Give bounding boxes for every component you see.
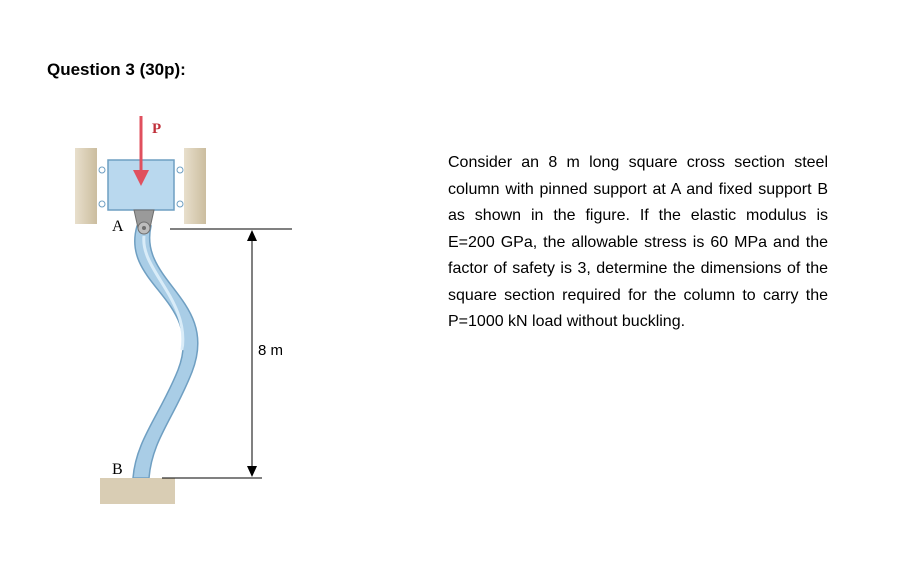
problem-statement (448, 150, 828, 336)
fixed-base (100, 478, 175, 504)
support-label-a: A (112, 218, 124, 235)
dimension-arrow-bottom (247, 466, 257, 477)
support-label-b: B (112, 461, 123, 478)
buckled-column (133, 226, 198, 478)
dimension-arrow-top (247, 230, 257, 241)
load-label: P (152, 121, 162, 137)
length-label: 8 m (258, 342, 284, 359)
left-guide-wall (75, 148, 97, 224)
question-heading: Question 3 (30p): (47, 60, 186, 79)
problem-text: Consider an 8 m long square cross section steel column with pinned support at A and fixed support B as shown in the figure. If the elastic modulus is E=200 GPa, the allowable stress is 60 MPa and the factor of safety is 3, determine the dimensions of the square section required for the column to carry the P=1000 kN load without buckling. (448, 154, 828, 330)
right-guide-wall (184, 148, 206, 224)
